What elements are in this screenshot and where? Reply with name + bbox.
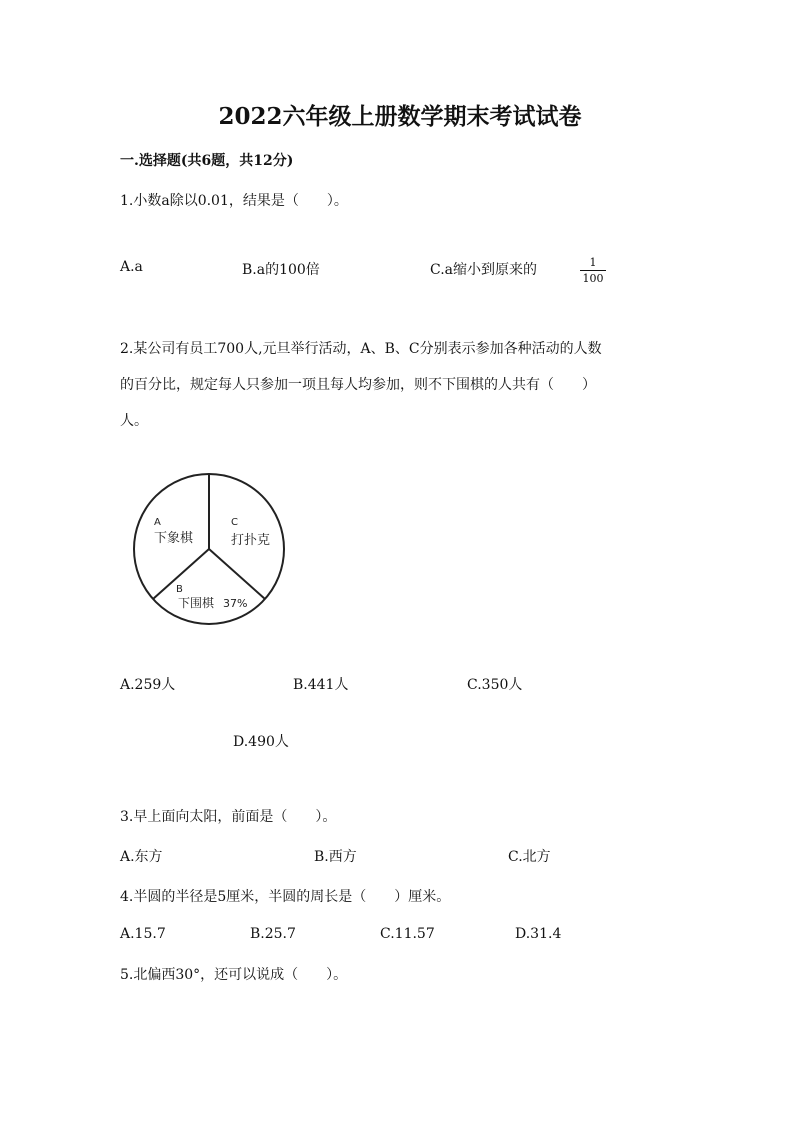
fraction-denominator: 100 <box>582 272 604 285</box>
pie-chart <box>128 468 288 630</box>
question-1-option-a: A.a <box>120 259 143 275</box>
question-1-option-c: C.a缩小到原来的 <box>430 262 538 278</box>
question-2-line-2: 的百分比，规定每人只参加一项且每人均参加，则不下围棋的人共有（ ） <box>120 377 596 393</box>
slice-b-value: 37% <box>223 597 248 610</box>
question-2-option-c: C.350人 <box>467 677 523 693</box>
slice-a-label: 下象棋 <box>154 531 194 546</box>
question-3-option-b: B.西方 <box>314 849 357 865</box>
question-1-text: 1.小数a除以0.01，结果是（ ）。 <box>120 193 348 209</box>
slice-c-label: 打扑克 <box>231 533 271 548</box>
question-3-option-a: A.东方 <box>120 849 163 865</box>
slice-a-letter: A <box>154 517 161 528</box>
question-4-option-b: B.25.7 <box>250 926 296 942</box>
slice-b-label: 下围棋 <box>178 596 215 610</box>
question-3-option-c: C.北方 <box>508 849 551 865</box>
question-4-option-d: D.31.4 <box>515 926 562 942</box>
slice-c-letter: C <box>231 517 238 528</box>
question-2-option-a: A.259人 <box>120 677 176 693</box>
page-title: 2022六年级上册数学期末考试试卷 <box>218 103 582 130</box>
question-4-option-a: A.15.7 <box>120 926 166 942</box>
question-2-line-1: 2.某公司有员工700人,元旦举行活动，A、B、C分别表示参加各种活动的人数 <box>120 341 602 357</box>
question-4-option-c: C.11.57 <box>380 926 435 942</box>
pie-divider-right <box>209 549 265 599</box>
question-1-option-b: B.a的100倍 <box>242 262 320 278</box>
fraction-numerator: 1 <box>580 256 606 271</box>
question-3-text: 3.早上面向太阳，前面是（ ）。 <box>120 809 337 825</box>
question-2-option-b: B.441人 <box>293 677 349 693</box>
slice-b-letter: B <box>176 584 183 595</box>
question-2-line-3: 人。 <box>120 413 148 429</box>
question-5-text: 5.北偏西30°，还可以说成（ ）。 <box>120 967 348 983</box>
question-1-fraction <box>580 256 606 285</box>
question-2-option-d: D.490人 <box>233 734 289 750</box>
question-4-text: 4.半圆的半径是5厘米，半圆的周长是（ ）厘米。 <box>120 889 451 905</box>
section-heading: 一.选择题(共6题，共12分) <box>120 153 294 169</box>
